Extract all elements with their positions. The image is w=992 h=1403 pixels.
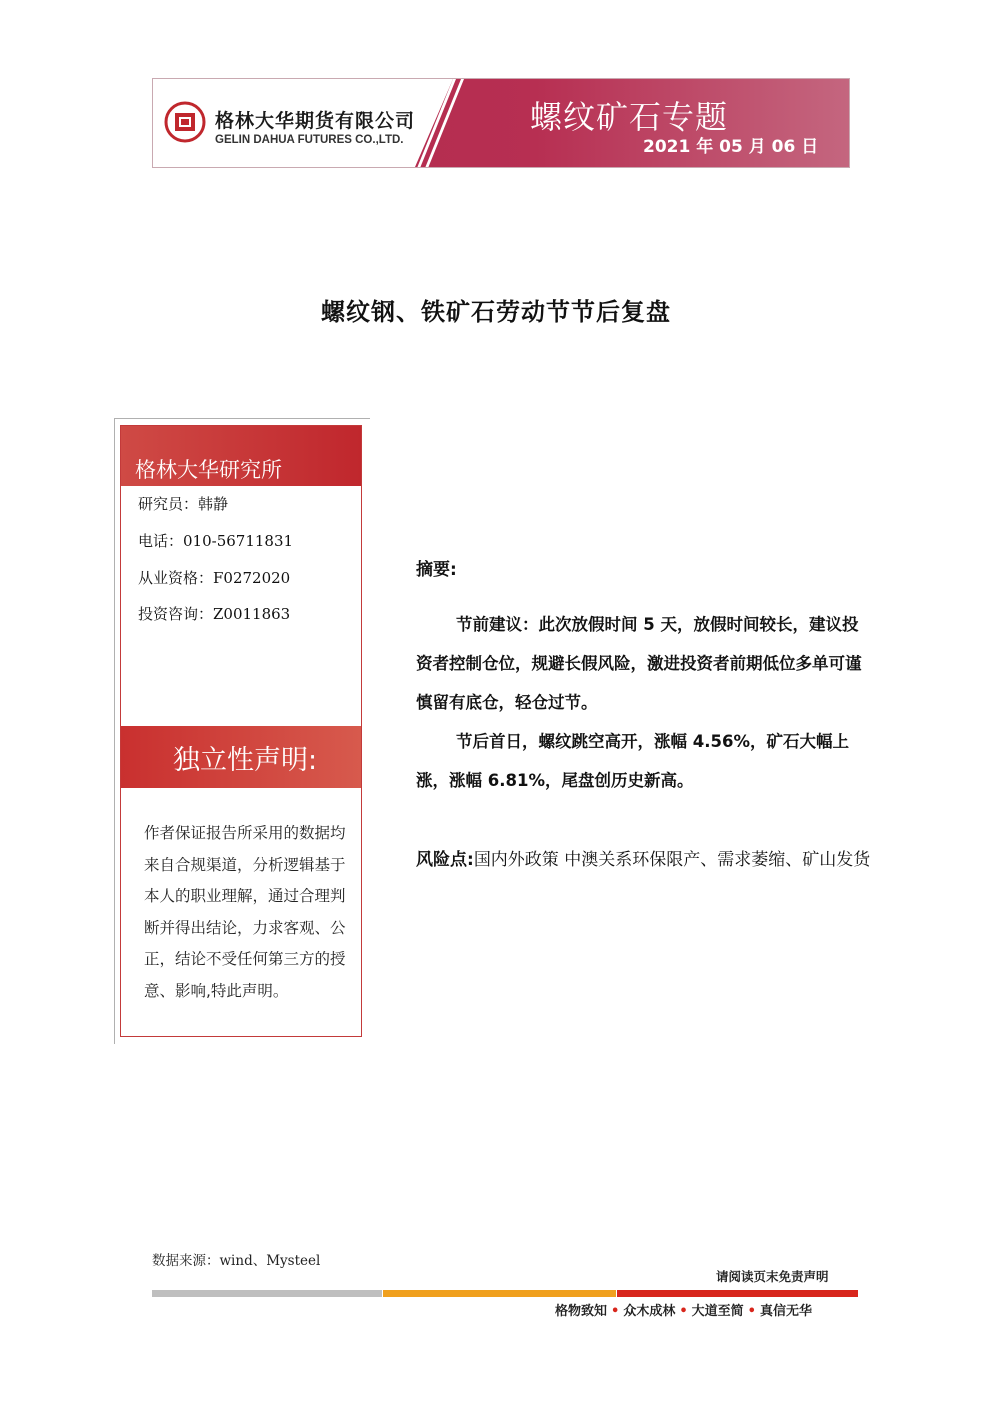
company-logo-icon [164,101,206,143]
researcher-name: 研究员：韩静 [138,495,229,513]
declaration-text: 作者保证报告所采用的数据均来自合规渠道，分析逻辑基于本人的职业理解，通过合理判断并得出结论，力求客观、公正，结论不受任何第三方的授意、影响,特此声明。 [144,824,346,1000]
analyst-info-box [120,425,362,1037]
footer-bar-gray [152,1290,382,1297]
bullet-icon: • [679,1304,688,1319]
report-date: 2021 年 05 月 06 日 [643,137,819,157]
risk-text: 国内外政策 中澳关系环保限产、需求萎缩、矿山发货 [473,850,871,870]
sidebar-frame-line [114,418,115,1044]
document-title: 螺纹钢、铁矿石劳动节节后复盘 [321,298,671,326]
report-type-title: 螺纹矿石专题 [530,98,729,136]
risk-section [416,841,872,879]
data-source: 数据来源：wind、Mysteel [152,1253,321,1269]
abstract-label: 摘要: [416,560,457,580]
motto-item: 大道至简 [691,1304,744,1319]
company-name-en: GELIN DAHUA FUTURES CO.,LTD. [215,134,404,146]
bullet-icon: • [611,1304,620,1319]
motto-item: 真信无华 [759,1304,812,1319]
declaration-title: 独立性声明: [173,745,318,776]
researcher-advisory-number: 投资咨询：Z0011863 [138,605,291,623]
abstract-paragraph: 节前建议：此次放假时间 5 天，放假时间较长，建议投资者控制仓位，规避长假风险，激进投资者前期低位多单可谨慎留有底仓，轻仓过节。 [416,615,862,712]
company-name-cn: 格林大华期货有限公司 [215,110,416,132]
footer-bar-orange [383,1290,616,1297]
motto-item: 众木成林 [623,1304,676,1319]
researcher-phone: 电话：010-56711831 [138,532,294,550]
header-banner [152,78,850,168]
footer-bar-red [617,1290,858,1297]
abstract-paragraph: 节后首日，螺纹跳空高开，涨幅 4.56%，矿石大幅上涨，涨幅 6.81%，尾盘创历史新高。 [416,732,849,790]
motto-item: 格物致知 [555,1304,608,1319]
bullet-icon: • [747,1304,756,1319]
declaration-header [121,726,361,788]
institute-header [121,426,361,486]
institute-name: 格林大华研究所 [135,458,282,482]
researcher-license: 从业资格：F0272020 [138,569,291,587]
company-motto [555,1300,812,1319]
disclaimer-note: 请阅读页末免责声明 [716,1269,829,1284]
sidebar-frame-line [114,418,370,419]
risk-label: 风险点: [416,850,474,870]
